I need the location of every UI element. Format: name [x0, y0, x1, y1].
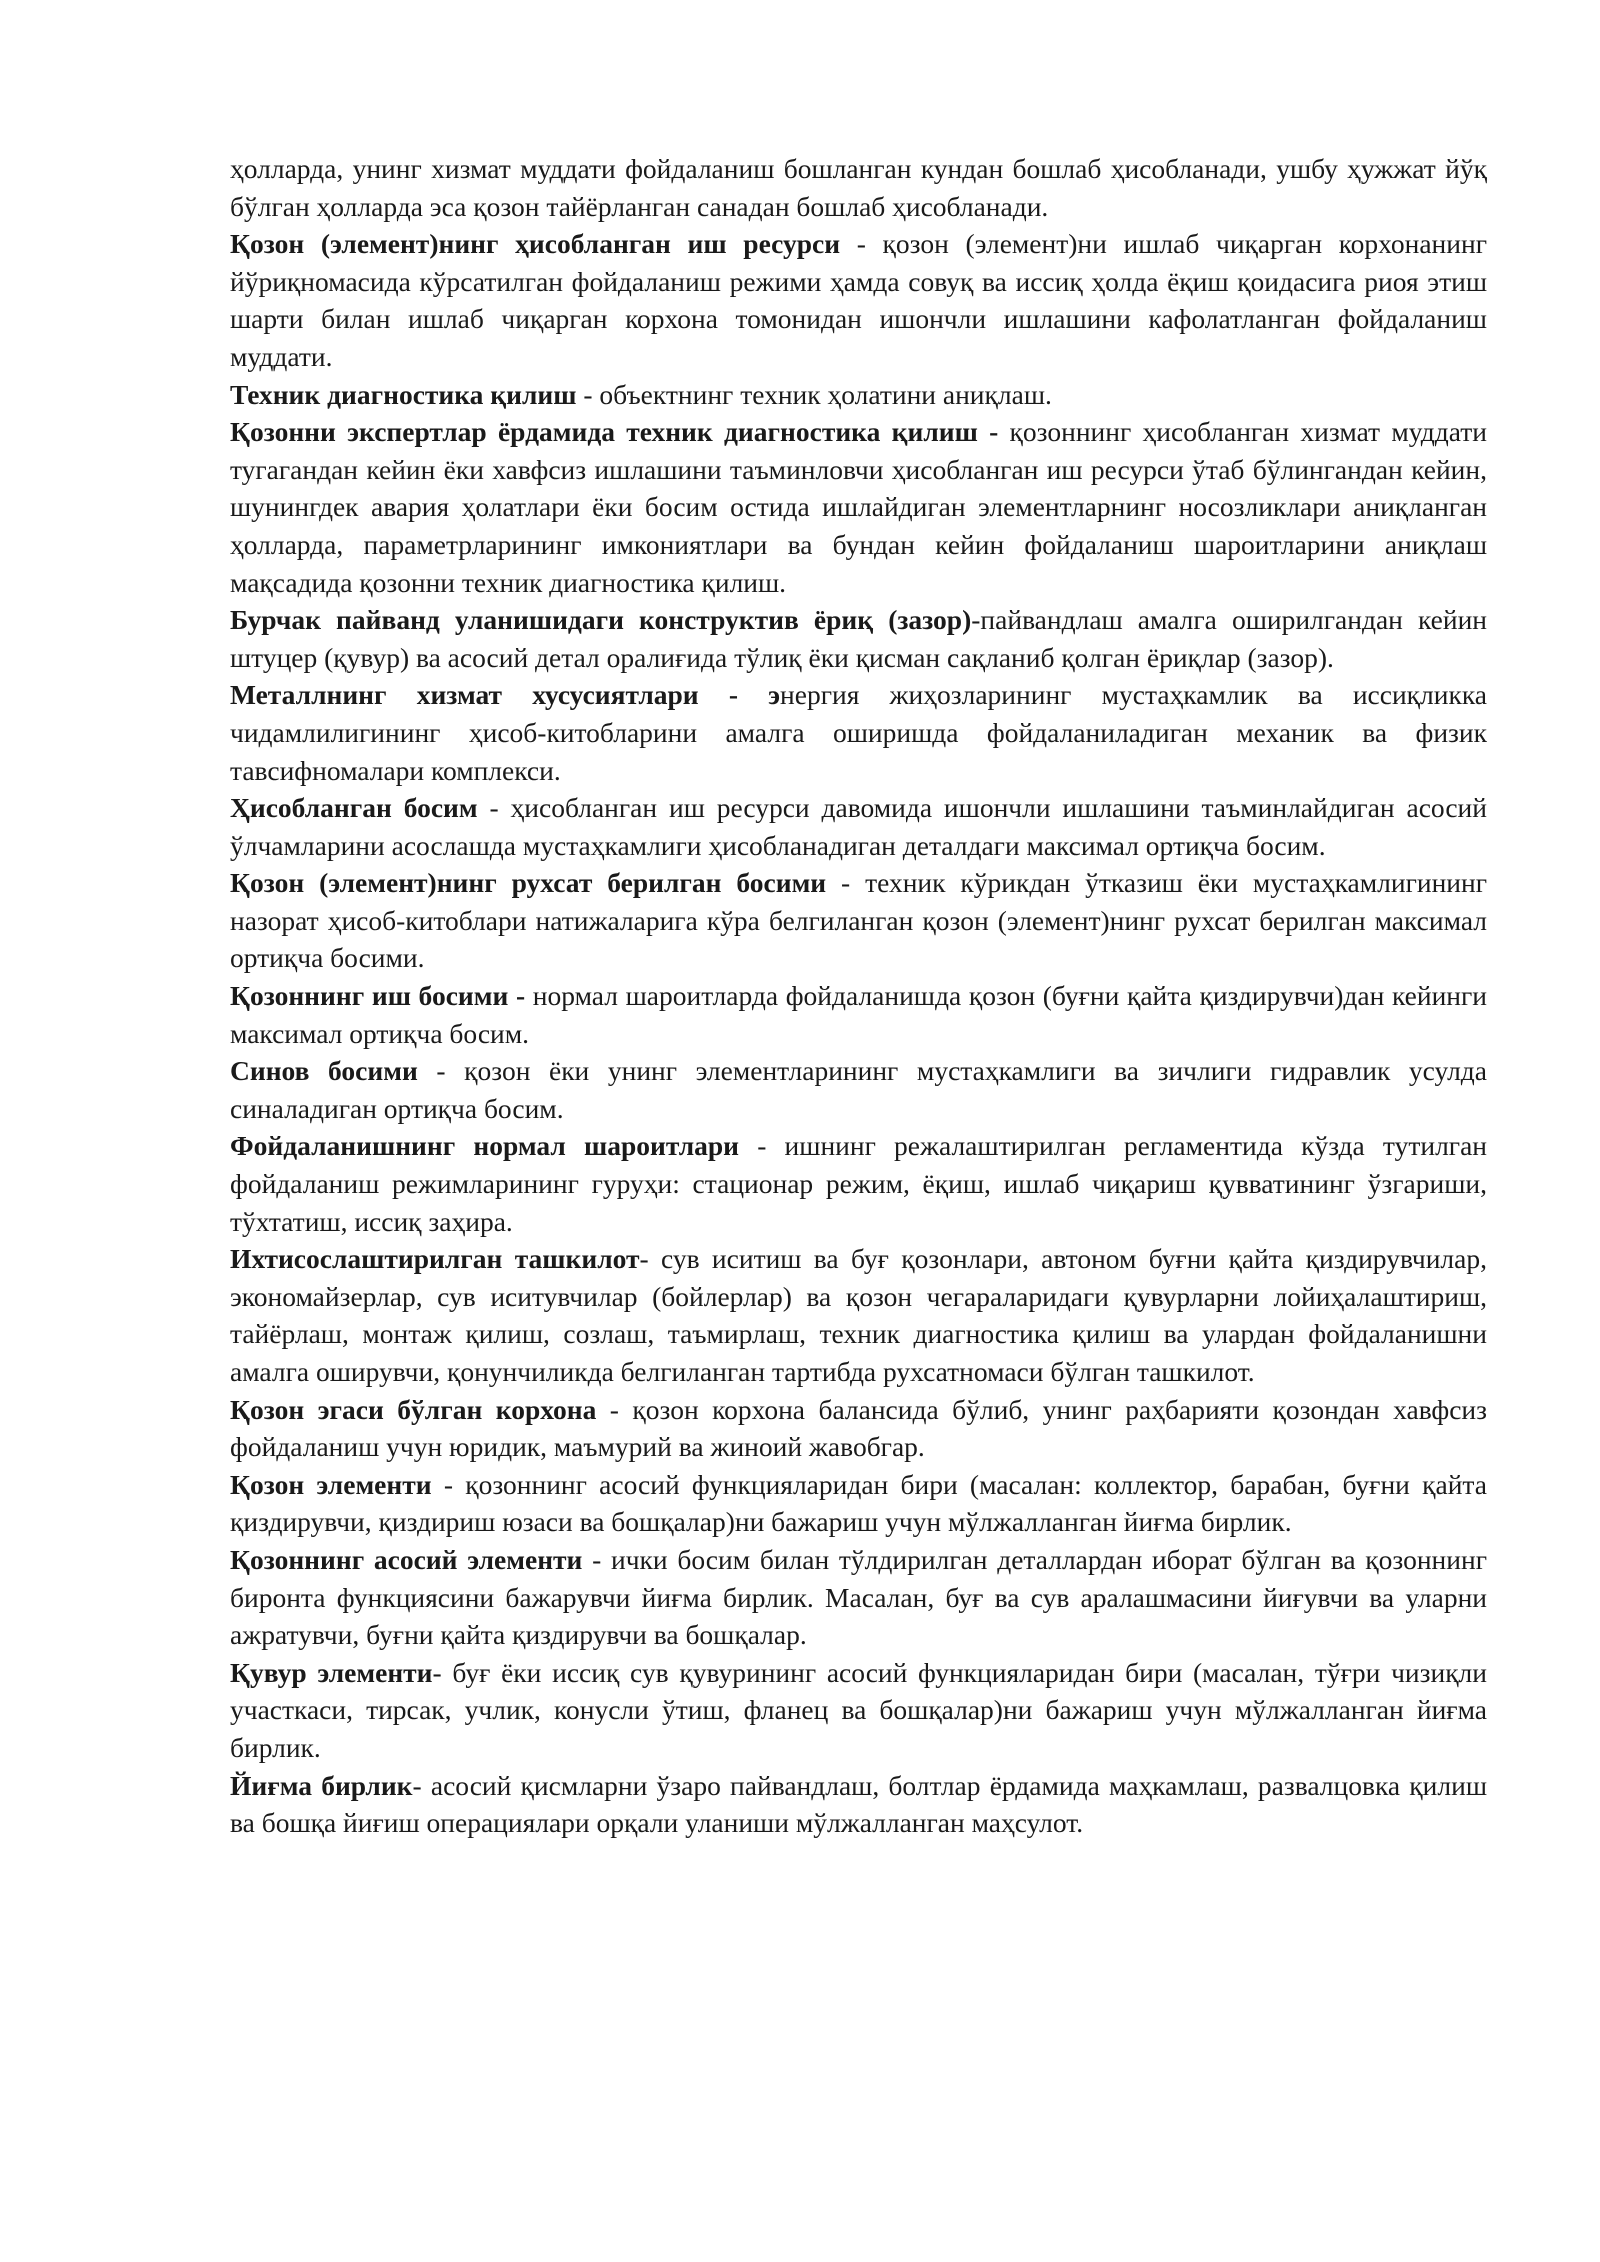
definition-term: Техник диагностика қилиш: [230, 378, 577, 410]
definition-calculated-pressure: [230, 789, 1487, 864]
definition-term: Қозоннинг асосий элементи: [230, 1543, 583, 1575]
definition-text: -пайвандлаш амалга оширилгандан кейин штуцер (қувур) ва асосий детал оралиғида тўлиқ ёки қисман сақланиб қолган ёриқлар (зазор).: [230, 604, 1488, 673]
definition-term: Қувур элементи: [230, 1656, 433, 1688]
document-page: [230, 150, 1487, 1842]
definition-term: Фойдаланишнинг нормал шароитлари: [230, 1130, 740, 1162]
definition-working-pressure: [230, 977, 1487, 1052]
definition-normal-conditions: [230, 1127, 1487, 1240]
definition-text: - сув иситиш ва буғ қозонлари, автоном буғни қайта қиздирувчилар, экономайзерлар, сув иситувчилар (бойлерлар) ва қозон чегараларидаги қувурларни лойиҳалаштириш, тайёрлаш, монтаж қилиш, созлаш, таъмирлаш, техник диагностика қилиш ва улардан фойдаланишни амалга оширувчи, қонунчиликда белгиланган тартибда рухсатномаси бўлган ташкилот.: [230, 1243, 1487, 1387]
definition-permitted-pressure: [230, 864, 1487, 977]
definition-main-element: [230, 1541, 1487, 1654]
definition-term: Қозон (элемент)нинг ҳисобланган иш ресурси: [230, 228, 841, 260]
definition-text: қозоннинг ҳисобланган хизмат муддати тугагандан кейин ёки хавфсиз ишлашини таъминловчи ҳисобланган иш ресурси ўтаб бўлингандан кейин, шунингдек авария ҳолатлари ёки босим остида ишлайдиган элементларнинг носозликлари аниқланган ҳолларда, параметрларининг имкониятлари ва бундан кейин фойдаланиш шароитларини аниқлаш мақсадида қозонни техник диагностика қилиш.: [230, 416, 1487, 598]
definition-text: - ишнинг режалаштирилган регламентида кўзда тутилган фойдаланиш режимларининг гуруҳи: стационар режим, ёқиш, ишлаб чиқариш қувватининг ўзгариши, тўхтатиш, иссиқ заҳира.: [230, 1130, 1487, 1237]
definition-calculated-resource: [230, 225, 1487, 375]
definition-owner-enterprise: [230, 1391, 1487, 1466]
definition-text: нормал шароитларда фойдаланишда қозон (буғни қайта қиздирувчи)дан кейинги максимал ортиқча босим.: [230, 980, 1487, 1049]
definition-term: Бурчак пайванд уланишидаги конструктив ёриқ (зазор): [230, 604, 972, 636]
definition-term: Синов босими: [230, 1055, 418, 1087]
definition-text: - қозон корхона балансида бўлиб, унинг раҳбарияти қозондан хавфсиз фойдаланиш учун юридик, маъмурий ва жиноий жавобгар.: [230, 1393, 1487, 1463]
definition-text: - асосий қисмларни ўзаро пайвандлаш, болтлар ёрдамида маҳкамлаш, развалцовка қилиш ва бошқа йиғиш операциялари орқали уланиши мўлжалланган маҳсулот.: [230, 1769, 1487, 1839]
definition-metal-properties: [230, 676, 1487, 789]
definition-term: Қозон эгаси бўлган корхона: [230, 1393, 597, 1425]
definition-text: - объектнинг техник ҳолатини аниқлаш.: [576, 378, 1052, 410]
definition-assembly-unit: [230, 1767, 1487, 1842]
definition-boiler-element: [230, 1466, 1487, 1541]
definition-term: Қозон элементи: [230, 1468, 432, 1500]
definition-term: Ихтисослаштирилган ташкилот: [230, 1243, 640, 1275]
definition-test-pressure: [230, 1052, 1487, 1127]
definition-text: - қозоннинг асосий функцияларидан бири (масалан: коллектор, барабан, буғни қайта қиздирувчи, қиздириш юзаси ва бошқалар)ни бажариш учун мўлжалланган йиғма бирлик.: [230, 1468, 1487, 1538]
definition-text: - қозон (элемент)ни ишлаб чиқарган корхонанинг йўриқномасида кўрсатилган фойдаланиш режими ҳамда совуқ ва иссиқ ҳолда ёқиш қоидасига риоя этиш шарти билан ишлаб чиқарган корхона томонидан ишончли ишлашини кафолатланган фойдаланиш муддати.: [230, 228, 1487, 372]
definition-term: Металлнинг хизмат хусусиятлари - э: [230, 679, 781, 711]
definition-term: Қозонни экспертлар ёрдамида техник диагностика қилиш -: [230, 416, 999, 448]
definition-pipe-element: [230, 1654, 1487, 1767]
definition-text: нергия жиҳозларининг мустаҳкамлик ва иссиқликка чидамлилигининг ҳисоб-китобларини амалга оширишда фойдаланиладиган механик ва физик тавсифномалари комплекси.: [230, 679, 1487, 786]
definition-text: - ҳисобланган иш ресурси давомида ишончли ишлашини таъминлайдиган асосий ўлчамларини асослашда мустаҳкамлиги ҳисобланадиган деталдаги максимал ортиқча босим.: [230, 792, 1487, 861]
paragraph-intro: [230, 150, 1487, 225]
definition-term: Қозон (элемент)нинг рухсат берилган босими: [230, 867, 827, 899]
definition-expert-diagnostics: [230, 413, 1487, 601]
definition-weld-gap: [230, 601, 1487, 676]
definition-text: - ички босим билан тўлдирилган деталлардан иборат бўлган ва қозоннинг биронта функциясини бажарувчи йиғма бирлик. Масалан, буғ ва сув аралашмасини йиғувчи ва уларни ажратувчи, буғни қайта қиздирувчи ва бошқалар.: [230, 1543, 1487, 1651]
definition-text: - буғ ёки иссиқ сув қувурининг асосий функцияларидан бири (масалан, тўғри чизиқли участкаси, тирсак, учлик, конусли ўтиш, фланец ва бошқалар)ни бажариш учун мўлжалланган йиғма бирлик.: [230, 1656, 1487, 1763]
definition-term: Ҳисобланган босим: [230, 792, 478, 824]
definition-text: - қозон ёки унинг элементларининг мустаҳкамлиги ва зичлиги гидравлик усулда синаладиган ортиқча босим.: [230, 1055, 1487, 1124]
definition-text: - техник кўрикдан ўтказиш ёки мустаҳкамлигининг назорат ҳисоб-китоблари натижаларига кўра белгиланган қозон (элемент)нинг рухсат берилган максимал ортиқча босими.: [230, 867, 1487, 974]
definition-term: Қозоннинг иш босими -: [230, 980, 526, 1012]
paragraph-text: ҳолларда, унинг хизмат муддати фойдаланиш бошланган кундан бошлаб ҳисобланади, ушбу ҳужжат йўқ бўлган ҳолларда эса қозон тайёрланган санадан бошлаб ҳисобланади.: [230, 153, 1487, 222]
definition-term: Йиғма бирлик: [230, 1769, 413, 1801]
definition-technical-diagnostics: [230, 376, 1487, 414]
definition-specialized-organization: [230, 1240, 1487, 1390]
